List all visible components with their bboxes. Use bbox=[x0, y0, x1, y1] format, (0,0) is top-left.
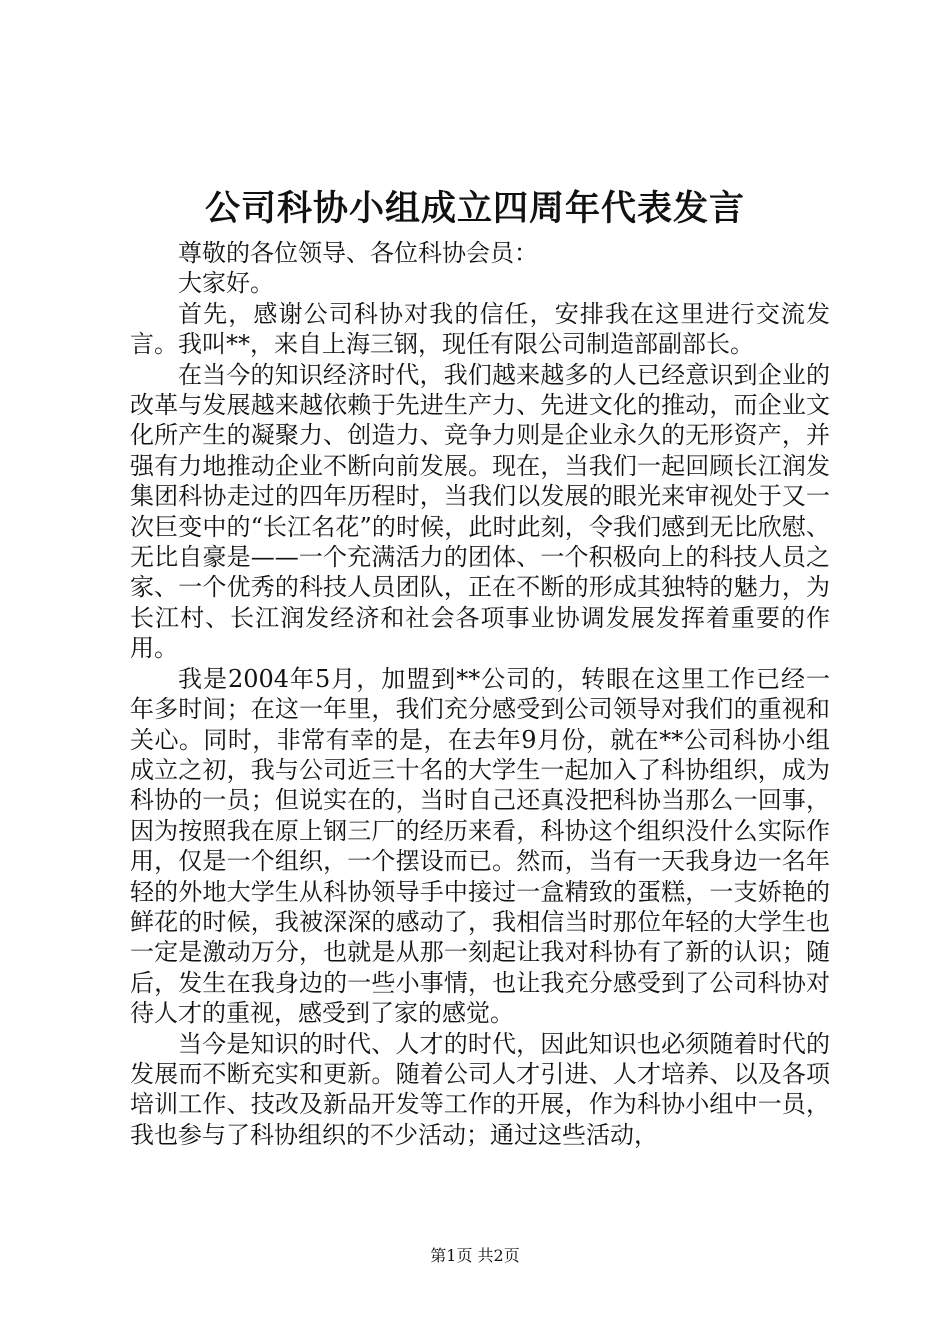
paragraph-introduction: 首先，感谢公司科协对我的信任，安排我在这里进行交流发言。我叫**，来自上海三钢，现任有限公司制造部副部长。 bbox=[130, 299, 830, 359]
paragraph-knowledge-economy: 在当今的知识经济时代，我们越来越多的人已经意识到企业的改革与发展越来越依赖于先进生产力、先进文化的推动，而企业文化所产生的凝聚力、创造力、竞争力则是企业永久的无形资产，并强有力地推动企业不断向前发展。现在，当我们一起回顾长江润发集团科协走过的四年历程时，当我们以发展的眼光来审视处于又一次巨变中的“长江名花”的时候，此时此刻，令我们感到无比欣慰、无比自豪是——一个充满活力的团体、一个积极向上的科技人员之家、一个优秀的科技人员团队，正在不断的形成其独特的魅力，为长江村、长江润发经济和社会各项事业协调发展发挥着重要的作用。 bbox=[130, 360, 830, 663]
paragraph-personal-experience: 我是2004年5月，加盟到**公司的，转眼在这里工作已经一年多时间；在这一年里，我们充分感受到公司领导对我们的重视和关心。同时，非常有幸的是，在去年9月份，就在**公司科协小组成立之初，我与公司近三十名的大学生一起加入了科协组织，成为科协的一员；但说实在的，当时自己还真没把科协当那么一回事，因为按照我在原上钢三厂的经历来看，科协这个组织没什么实际作用，仅是一个组织，一个摆设而已。然而，当有一天我身边一名年轻的外地大学生从科协领导手中接过一盒精致的蛋糕，一支娇艳的鲜花的时候，我被深深的感动了，我相信当时那位年轻的大学生也一定是激动万分，也就是从那一刻起让我对科协有了新的认识；随后，发生在我身边的一些小事情，也让我充分感受到了公司科协对待人才的重视，感受到了家的感觉。 bbox=[130, 664, 830, 1028]
paragraph-salutation: 尊敬的各位领导、各位科协会员： bbox=[178, 239, 538, 267]
paragraph-talent-era: 当今是知识的时代、人才的时代，因此知识也必须随着时代的发展而不断充实和更新。随着公司人才引进、人才培养、以及各项培训工作、技改及新品开发等工作的开展，作为科协小组中一员，我也参与了科协组织的不少活动；通过这些活动， bbox=[130, 1029, 830, 1149]
page-number-footer: 第1页 共2页 bbox=[430, 1246, 520, 1265]
paragraph-greeting: 大家好。 bbox=[178, 269, 274, 298]
document-title: 公司科协小组成立四周年代表发言 bbox=[204, 188, 745, 229]
document-body bbox=[130, 238, 830, 1150]
